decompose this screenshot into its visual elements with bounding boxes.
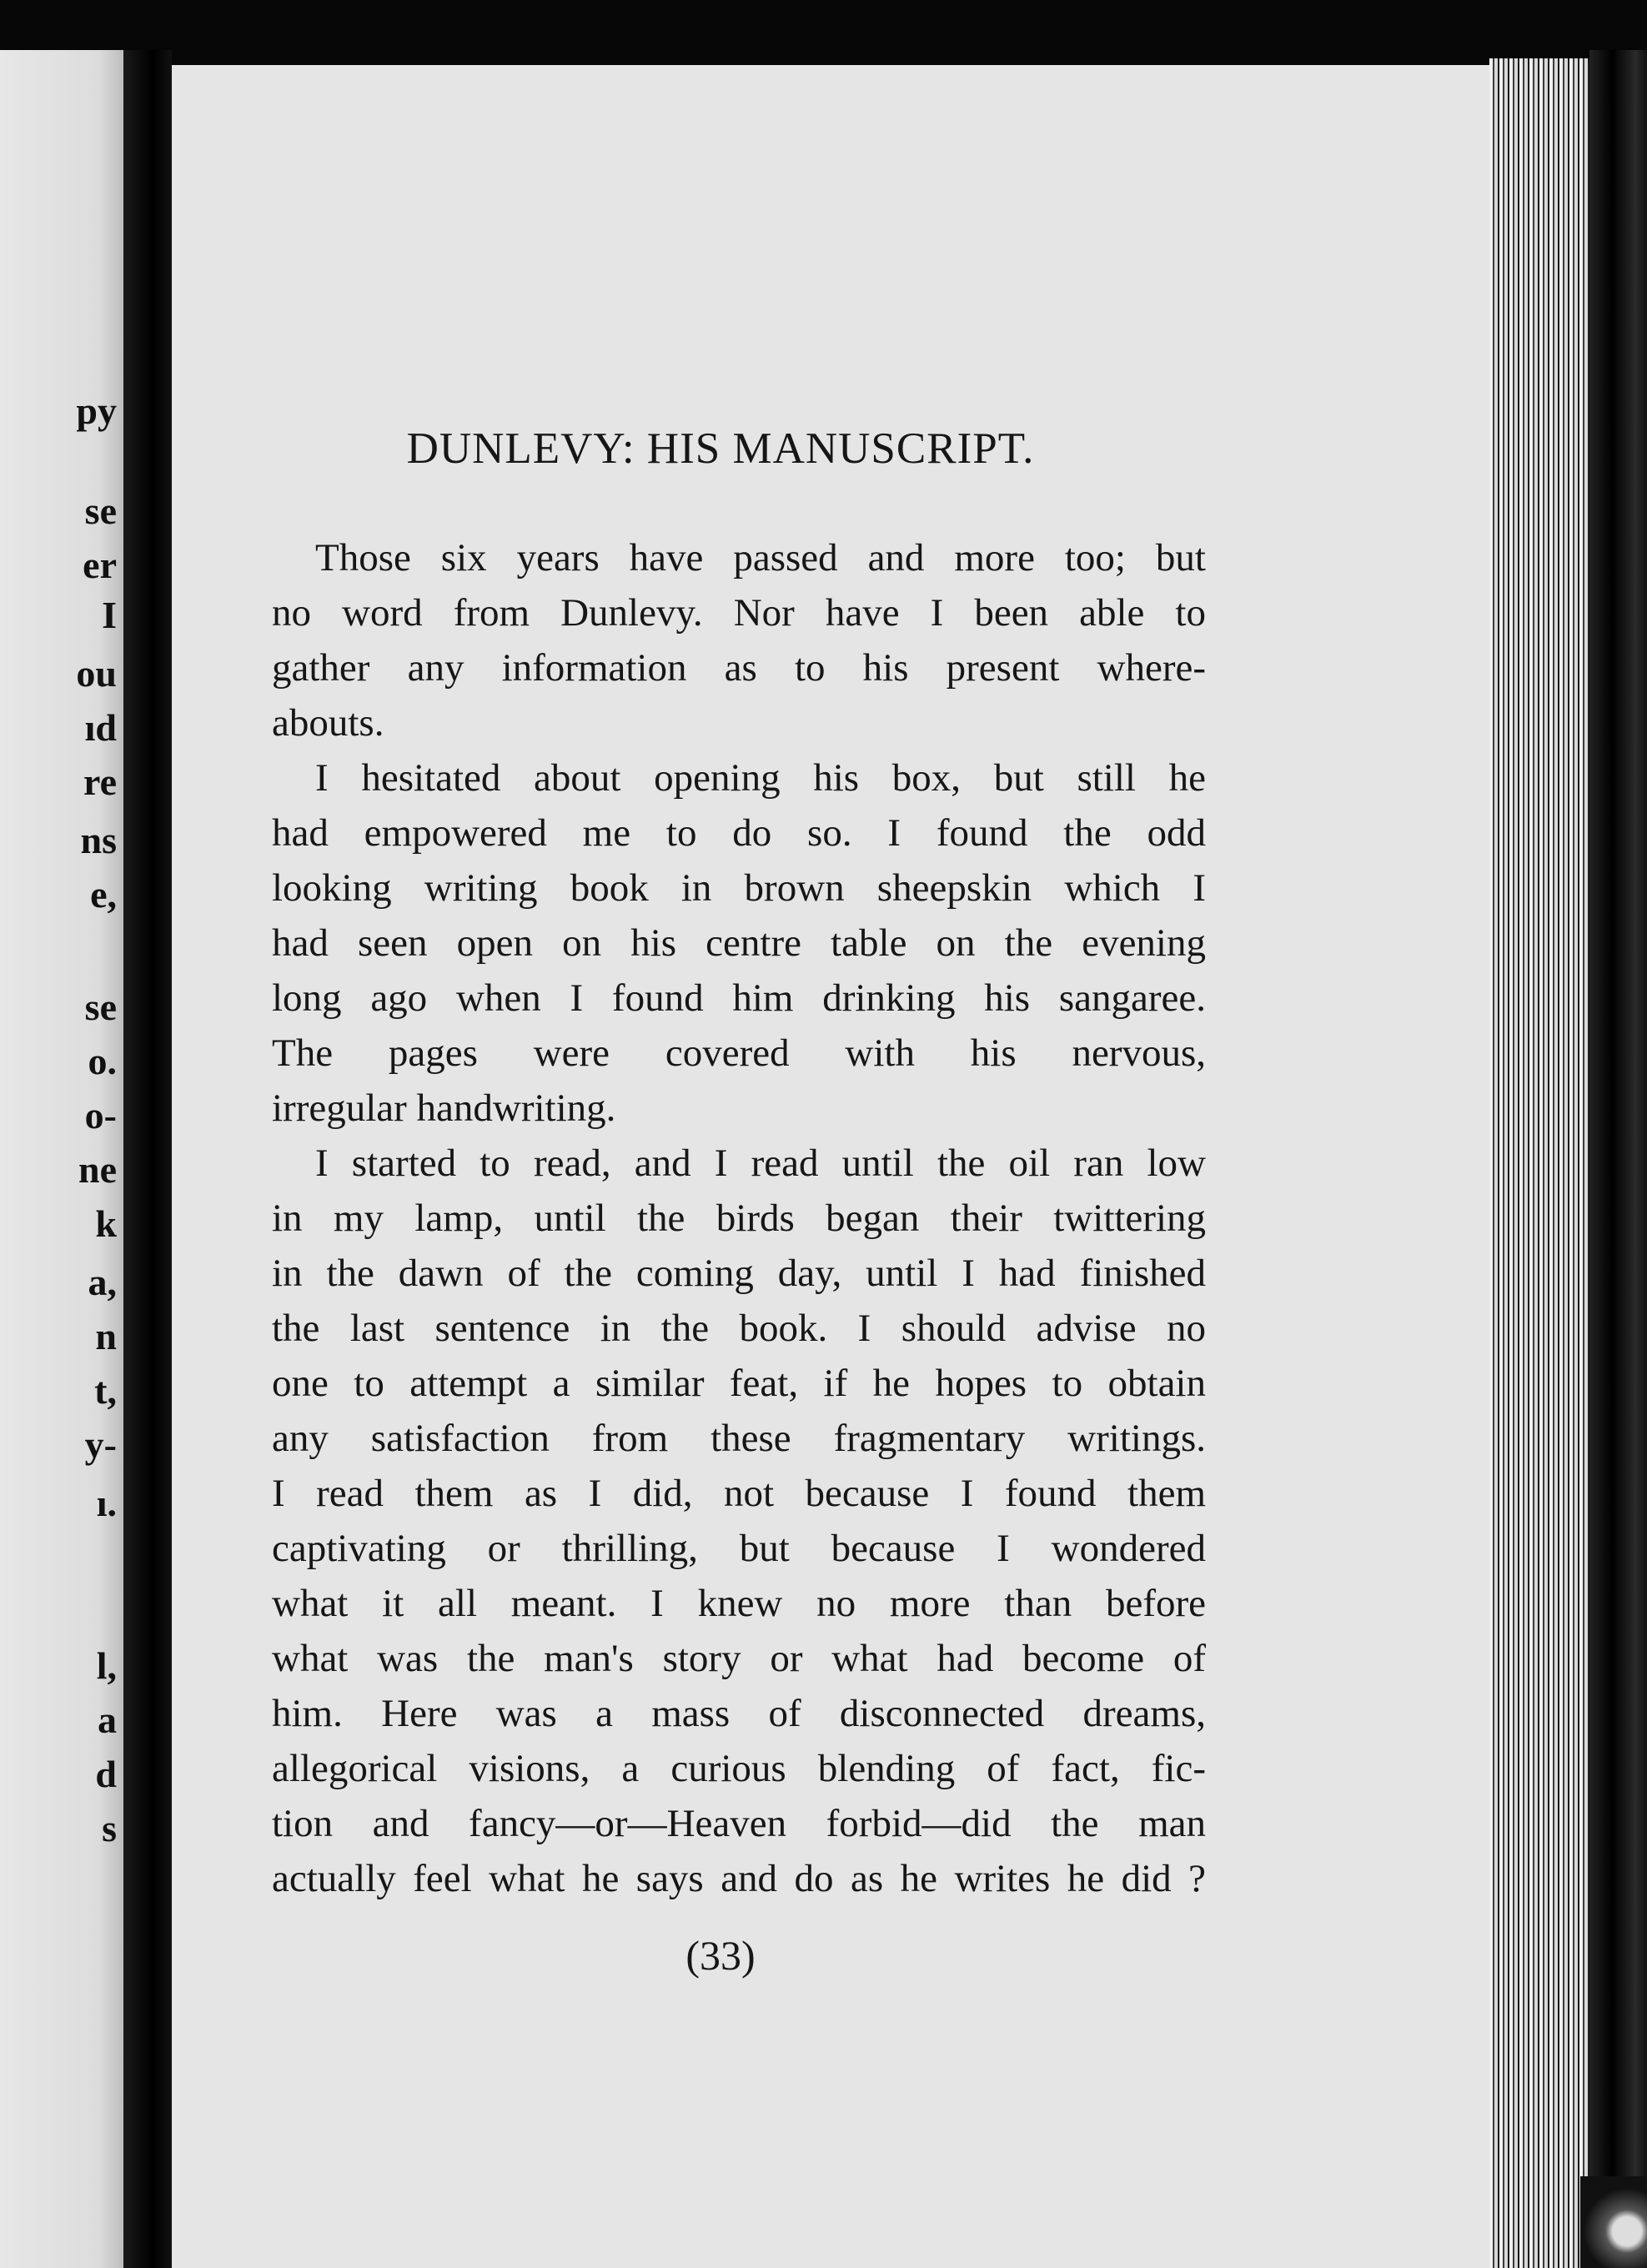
facing-page-fragment: o. <box>88 1040 117 1082</box>
text-line: tion and fancy—or—Heaven forbid—did the man <box>272 1802 1206 1845</box>
text-line: actually feel what he says and do as he writes he did ? <box>272 1857 1206 1900</box>
facing-page-fragment: se <box>84 489 117 532</box>
page-number: (33) <box>685 1932 756 1979</box>
facing-page-fragment: a <box>98 1698 117 1741</box>
facing-page-fragment: I <box>102 594 117 636</box>
facing-page-fragment: se <box>84 986 117 1028</box>
facing-page-fragment: ne <box>78 1148 117 1191</box>
facing-page-fragment: s <box>102 1807 117 1849</box>
facing-page-fragment: ı. <box>96 1482 117 1524</box>
text-line: in the dawn of the coming day, until I had finished <box>272 1252 1206 1295</box>
facing-page-fragment: er <box>83 544 117 586</box>
page-title: DUNLEVY: HIS MANUSCRIPT. <box>406 424 1035 473</box>
paragraph <box>272 530 1206 750</box>
facing-page-fragment: n <box>95 1315 117 1357</box>
text-line: looking writing book in brown sheepskin which I <box>272 866 1206 910</box>
scan-corner-mark <box>1580 2176 1647 2268</box>
text-line: captivating or thrilling, but because I wondered <box>272 1527 1206 1570</box>
text-line: had empowered me to do so. I found the odd <box>272 811 1206 855</box>
facing-page-fragment: e, <box>90 873 117 916</box>
text-line: had seen open on his centre table on the evening <box>272 921 1206 965</box>
book-cover-edge <box>1589 50 1647 2268</box>
paragraph <box>272 750 1206 1136</box>
facing-page-fragment: ou <box>76 652 117 695</box>
facing-page-fragment: k <box>95 1202 117 1245</box>
scan-top-band <box>0 0 1647 75</box>
text-line: any satisfaction from these fragmentary writings. <box>272 1417 1206 1460</box>
facing-page-fragment: y- <box>84 1423 117 1466</box>
text-line: the last sentence in the book. I should advise no <box>272 1307 1206 1350</box>
book-gutter-shadow <box>123 50 172 2268</box>
facing-page-fragment: ns <box>80 819 117 861</box>
page-stack-edges <box>1489 58 1589 2268</box>
facing-page-fragment: d <box>95 1753 117 1795</box>
facing-page-fragment: a, <box>88 1261 117 1303</box>
text-line: I hesitated about opening his box, but still he <box>315 756 1206 800</box>
facing-page-fragment: l, <box>96 1644 117 1687</box>
text-line: I started to read, and I read until the oil ran low <box>315 1142 1206 1185</box>
facing-page-fragment: o- <box>84 1094 117 1137</box>
text-line: allegorical visions, a curious blending of fact, fic- <box>272 1747 1206 1790</box>
facing-page-fragment: ıd <box>84 706 117 749</box>
text-line: gather any information as to his present where- <box>272 646 1206 690</box>
text-line: what was the man's story or what had become of <box>272 1637 1206 1680</box>
text-line: him. Here was a mass of disconnected dreams, <box>272 1692 1206 1735</box>
text-line: in my lamp, until the birds began their twittering <box>272 1197 1206 1240</box>
text-line: irregular handwriting. <box>272 1086 616 1130</box>
facing-page-fragment: re <box>83 760 117 803</box>
text-line: long ago when I found him drinking his sangaree. <box>272 976 1206 1020</box>
text-line: no word from Dunlevy. Nor have I been able to <box>272 591 1206 635</box>
facing-page-edge <box>0 50 123 2268</box>
body-text <box>272 530 1206 1906</box>
facing-page-fragment: py <box>76 389 117 432</box>
facing-page-fragment: t, <box>94 1369 117 1412</box>
paragraph <box>272 1136 1206 1906</box>
text-line: what it all meant. I knew no more than before <box>272 1582 1206 1625</box>
text-line: one to attempt a similar feat, if he hopes to obtain <box>272 1362 1206 1405</box>
text-line: abouts. <box>272 701 384 745</box>
text-line: Those six years have passed and more too; but <box>315 536 1206 580</box>
text-line: The pages were covered with his nervous, <box>272 1031 1206 1075</box>
text-line: I read them as I did, not because I found them <box>272 1472 1206 1515</box>
